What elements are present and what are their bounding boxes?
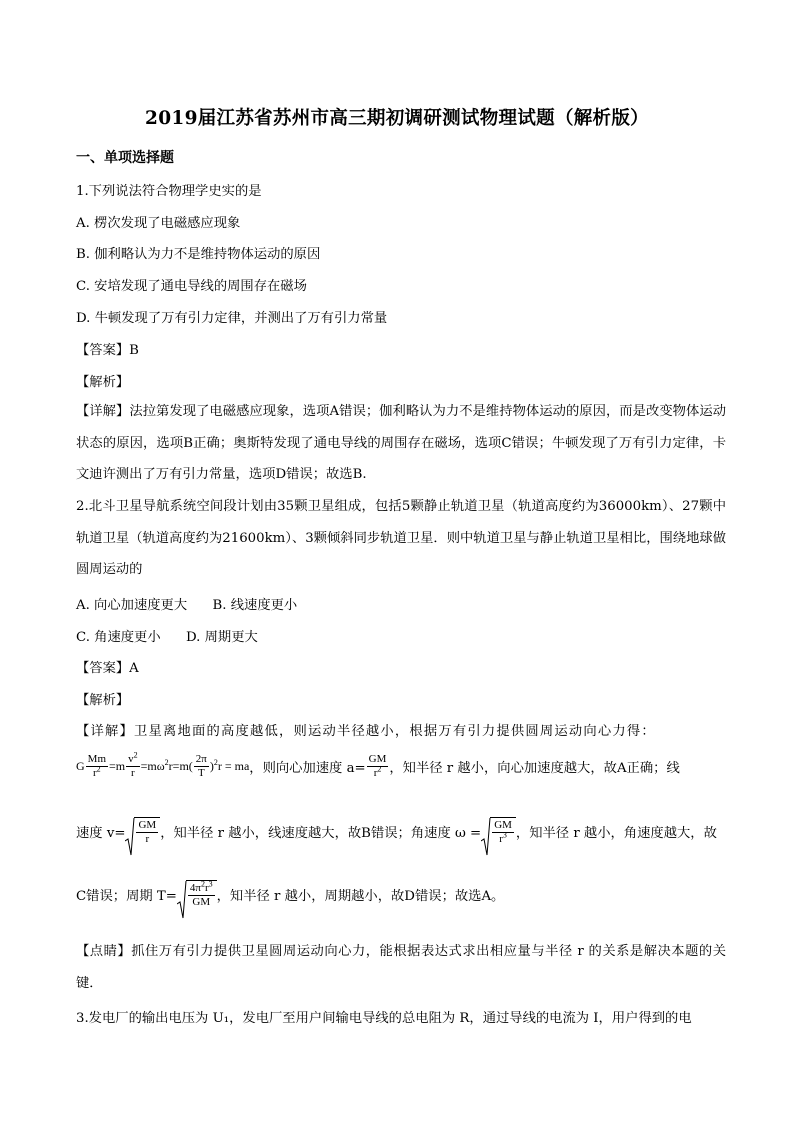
q2-options-row-2: C. 角速度更小 D. 周期更大 <box>76 630 258 645</box>
section-heading: 一、单项选择题 <box>76 150 174 166</box>
question-3-stem: 3.发电厂的输出电压为 U₁，发电厂至用户间输电导线的总电阻为 R，通过导线的电流为 I，用户得到的电 <box>76 1011 692 1026</box>
question-1-stem: 1.下列说法符合物理学史实的是 <box>76 184 262 199</box>
q2-equation-line-2: 速度 v= $\frac{GM}{r}$ ，知半径 r 越小，线速度越大，故B错误；角速度 ω = $\frac{GM}{r^3}$ ，知半径 r 越小，角速度越大，故 <box>76 817 717 846</box>
q1-analysis-label: 【解析】 <box>76 375 130 390</box>
q2-comment: 【点睛】抓住万有引力提供卫星圆周运动向心力，能根据表达式求出相应量与半径 r 的关系是解决本题的关键． <box>76 944 726 991</box>
q2-answer: 【答案】A <box>76 661 139 676</box>
q2-detail-start: 【详解】卫星离地面的高度越低，则运动半径越小，根据万有引力提供圆周运动向心力得： <box>76 724 656 739</box>
eq-frac-gm-r2: $\frac{GM}{r^2}$ <box>368 753 387 779</box>
q1-option-d: D. 牛顿发现了万有引力定律，并测出了万有引力常量 <box>76 311 388 326</box>
q2-analysis-label: 【解析】 <box>76 693 130 708</box>
q1-option-a: A. 楞次发现了电磁感应现象 <box>76 216 241 231</box>
eq-frac-mm-r2: $\frac{Mm}{r^2}$ <box>87 753 107 779</box>
q1-option-b: B. 伽利略认为力不是维持物体运动的原因 <box>76 247 321 262</box>
sqrt-gm-over-r3: $\frac{GM}{r^3}$ <box>481 817 516 846</box>
eq-g: G <box>76 759 85 773</box>
q2-options-row-1: A. 向心加速度更大 B. 线速度更小 <box>76 598 298 613</box>
eq-frac-v2-r: $\frac{v^2}{r}$ <box>128 750 138 779</box>
question-2-stem: 2.北斗卫星导航系统空间段计划由35颗卫星组成，包括5颗静止轨道卫星（轨道高度约为36000km）、27颗中轨道卫星（轨道高度约为21600km）、3颗倾斜同步轨道卫星．则中轨道卫星与静止轨道卫星相比，围绕地球做圆周运动的 <box>76 499 726 577</box>
q2-equation-line-3: C错误；周期 T= $\frac{4\pi^2r^3}{GM}$ ，知半径 r 越小，周期越小，故D错误；故选A。 <box>76 880 504 909</box>
page-title: 2019届江苏省苏州市高三期初调研测试物理试题（解析版） <box>145 108 649 129</box>
q1-detail: 【详解】法拉第发现了电磁感应现象，选项A错误；伽利略认为力不是维持物体运动的原因，而是改变物体运动状态的原因，选项B正确；奥斯特发现了通电导线的周围存在磁场，选项C错误；牛顿发现了万有引力定律，卡文迪许测出了万有引力常量，选项D错误；故选B. <box>76 404 726 482</box>
q2-equation-line-1: G $\frac{Mm}{r^2}$ = m $\frac{v^2}{r}$ = $m\omega^2r$ = m ( $\frac{2\pi}{T}$ )$^2$ r = ma ，则向心加速度 a= $\frac{GM}{r^2}$ ，知半径 r 越小，向心加速度越大，故A正确；线 <box>76 750 680 779</box>
eq-frac-2pi-t: $\frac{2\pi}{T}$ <box>195 753 207 779</box>
q1-answer: 【答案】B <box>76 343 139 358</box>
q1-option-c: C. 安培发现了通电导线的周围存在磁场 <box>76 279 307 294</box>
sqrt-gm-over-r: $\frac{GM}{r}$ <box>125 817 160 846</box>
sqrt-4pi2r3-over-gm: $\frac{4\pi^2r^3}{GM}$ <box>177 880 217 909</box>
